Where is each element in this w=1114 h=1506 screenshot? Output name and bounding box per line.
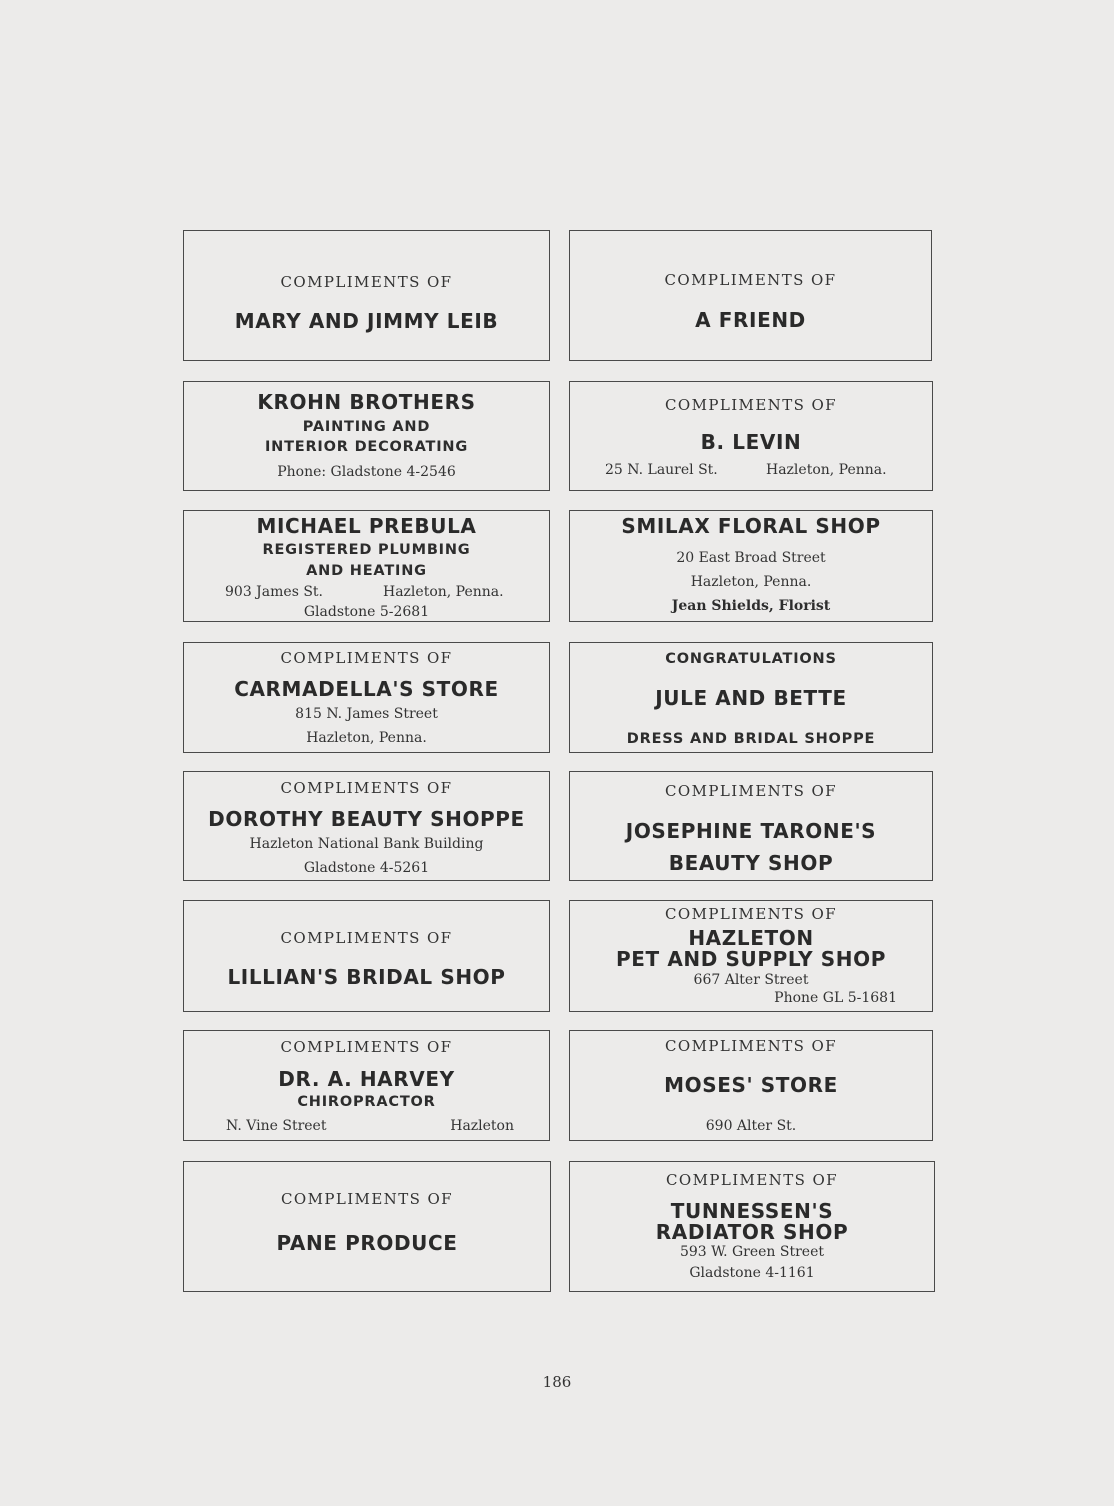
advertiser-name: DOROTHY BEAUTY SHOPPE <box>208 807 525 831</box>
ad-b-levin <box>569 381 933 491</box>
service-line: REGISTERED PLUMBING <box>262 542 471 558</box>
ad-lillians-bridal-shop <box>183 900 550 1012</box>
street-address: 667 Alter Street <box>693 972 809 988</box>
advertiser-name: CARMADELLA'S STORE <box>234 677 499 701</box>
advertiser-name: MARY AND JIMMY LEIB <box>234 309 499 333</box>
phone-text: Phone GL 5-1681 <box>774 990 897 1006</box>
ad-josephine-tarones-beauty-shop <box>569 771 933 881</box>
compliments-label: COMPLIMENTS OF <box>280 273 453 291</box>
city-text: Hazleton, Penna. <box>766 462 887 478</box>
compliments-label: COMPLIMENTS OF <box>665 905 837 923</box>
advertiser-name: DR. A. HARVEY <box>278 1067 455 1091</box>
street-address: 815 N. James Street <box>295 706 438 722</box>
advertiser-name: MICHAEL PREBULA <box>256 514 477 538</box>
advertiser-name: JOSEPHINE TARONE'S <box>625 819 877 843</box>
service-line: PAINTING AND <box>302 419 431 435</box>
ad-moses-store <box>569 1030 933 1141</box>
compliments-label: COMPLIMENTS OF <box>281 1190 453 1208</box>
street-address: 20 East Broad Street <box>676 550 826 566</box>
advertiser-name: PET AND SUPPLY SHOP <box>616 947 886 971</box>
phone-text: Gladstone 5-2681 <box>303 604 430 620</box>
advertiser-name: BEAUTY SHOP <box>668 851 834 875</box>
street-address: 903 James St. <box>225 584 323 600</box>
compliments-label: COMPLIMENTS OF <box>664 271 837 289</box>
compliments-label: COMPLIMENTS OF <box>280 1038 453 1056</box>
compliments-label: COMPLIMENTS OF <box>665 396 837 414</box>
street-address: 25 N. Laurel St. <box>605 462 718 478</box>
ad-pane-produce <box>183 1161 551 1292</box>
compliments-label: COMPLIMENTS OF <box>666 1171 838 1189</box>
compliments-label: COMPLIMENTS OF <box>280 929 453 947</box>
building-text: Hazleton National Bank Building <box>249 836 484 852</box>
phone-text: Phone: Gladstone 4-2546 <box>277 464 456 480</box>
advertiser-name: MOSES' STORE <box>664 1073 838 1097</box>
florist-text: Jean Shields, Florist <box>671 598 831 614</box>
compliments-label: COMPLIMENTS OF <box>665 1037 837 1055</box>
service-line: INTERIOR DECORATING <box>264 439 469 455</box>
phone-text: Gladstone 4-5261 <box>303 860 430 876</box>
street-address: N. Vine Street <box>226 1118 327 1134</box>
phone-text: Gladstone 4-1161 <box>689 1265 815 1281</box>
shop-type: DRESS AND BRIDAL SHOPPE <box>626 731 876 747</box>
compliments-label: COMPLIMENTS OF <box>665 782 837 800</box>
ad-dr-a-harvey <box>183 1030 550 1141</box>
advertiser-name: LILLIAN'S BRIDAL SHOP <box>227 965 506 989</box>
ad-tunnessens-radiator-shop <box>569 1161 935 1292</box>
service-line: AND HEATING <box>306 563 427 579</box>
street-address: 690 Alter St. <box>705 1118 797 1134</box>
profession-text: CHIROPRACTOR <box>297 1094 436 1110</box>
ad-krohn-brothers <box>183 381 550 491</box>
ad-a-friend <box>569 230 932 361</box>
compliments-label: COMPLIMENTS OF <box>280 649 453 667</box>
advertiser-name: B. LEVIN <box>700 430 802 454</box>
advertiser-name: RADIATOR SHOP <box>655 1220 849 1244</box>
street-address: 593 W. Green Street <box>679 1244 825 1260</box>
compliments-label: COMPLIMENTS OF <box>280 779 453 797</box>
ad-jule-and-bette <box>569 642 933 753</box>
city-text: Hazleton, Penna. <box>383 584 504 600</box>
ad-michael-prebula <box>183 510 550 622</box>
city-text: Hazleton, Penna. <box>306 730 427 746</box>
advertiser-name: JULE AND BETTE <box>655 686 847 710</box>
advertiser-name: TUNNESSEN'S <box>670 1199 834 1223</box>
city-text: Hazleton <box>450 1118 514 1134</box>
page-number: 186 <box>542 1373 572 1391</box>
city-text: Hazleton, Penna. <box>690 574 812 590</box>
advertiser-name: SMILAX FLORAL SHOP <box>621 514 881 538</box>
advertiser-name: PANE PRODUCE <box>276 1231 458 1255</box>
ad-mary-and-jimmy-leib <box>183 230 550 361</box>
advertiser-name: HAZLETON <box>688 926 814 950</box>
congratulations-label: CONGRATULATIONS <box>665 651 837 667</box>
ad-hazleton-pet-and-supply-shop <box>569 900 933 1012</box>
ad-dorothy-beauty-shoppe <box>183 771 550 881</box>
ad-smilax-floral-shop <box>569 510 933 622</box>
ad-carmadellas-store <box>183 642 550 753</box>
advertiser-name: A FRIEND <box>695 308 806 332</box>
advertiser-name: KROHN BROTHERS <box>257 390 476 414</box>
